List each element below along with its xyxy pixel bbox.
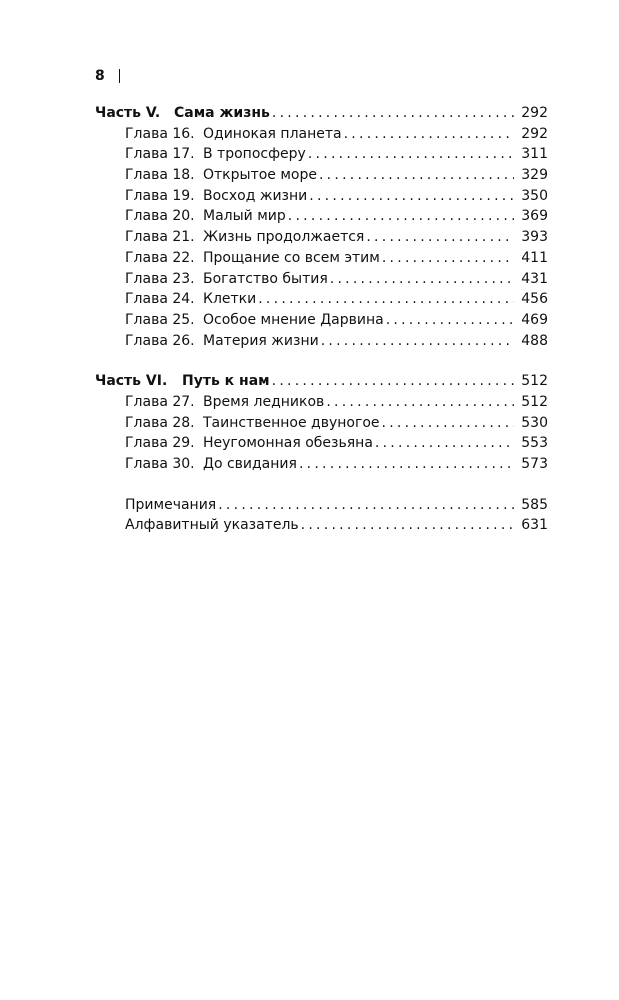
page-ref: 530	[521, 414, 548, 431]
section-spacer	[95, 351, 548, 371]
page-ref: 393	[521, 229, 548, 246]
chapter-title: Восход жизни	[203, 187, 308, 204]
page-header	[95, 66, 120, 86]
chapter-number: Глава 20.	[125, 208, 195, 225]
chapter-title: Прощание со всем этим	[203, 249, 380, 266]
chapter-title: Клетки	[203, 291, 257, 308]
part-label: Часть VI.	[95, 373, 168, 390]
dot-leader	[344, 124, 514, 145]
page-ref: 292	[521, 125, 548, 142]
dot-leader	[382, 413, 514, 434]
page-ref: 369	[521, 208, 548, 225]
chapter-title: Одинокая планета	[203, 125, 342, 142]
section-spacer	[95, 475, 548, 495]
table-of-contents	[95, 103, 548, 536]
page-number: 8	[95, 68, 105, 84]
page-ref: 585	[521, 496, 548, 513]
toc-chapter-row[interactable]	[95, 227, 548, 248]
chapter-number: Глава 27.	[125, 393, 195, 410]
chapter-number: Глава 18.	[125, 167, 195, 184]
chapter-number: Глава 21.	[125, 229, 195, 246]
page-ref: 488	[521, 332, 548, 349]
chapter-title: Особое мнение Дарвина	[203, 311, 384, 328]
toc-chapter-row[interactable]	[95, 433, 548, 454]
chapter-title: Неугомонная обезьяна	[203, 435, 373, 452]
dot-leader	[330, 269, 514, 290]
toc-part-row[interactable]	[95, 103, 548, 124]
dot-leader	[301, 515, 514, 536]
dot-leader	[309, 186, 514, 207]
chapter-number: Глава 24.	[125, 291, 195, 308]
toc-chapter-row[interactable]	[95, 454, 548, 475]
chapter-title: Богатство бытия	[203, 270, 328, 287]
dot-leader	[366, 227, 514, 248]
toc-backmatter-row[interactable]	[95, 495, 548, 516]
chapter-title: До свидания	[203, 456, 297, 472]
toc-chapter-row[interactable]	[95, 331, 548, 352]
page-ref: 292	[521, 105, 548, 121]
chapter-title: Открытое море	[203, 167, 317, 184]
chapter-title: Таинственное двуногое	[203, 414, 380, 431]
chapter-number: Глава 28.	[125, 414, 195, 431]
page-ref: 311	[521, 146, 548, 163]
toc-chapter-row[interactable]	[95, 310, 548, 331]
part-title: Путь к нам	[182, 373, 270, 390]
header-separator-rule	[119, 69, 120, 83]
backmatter-title: Примечания	[125, 496, 217, 513]
dot-leader	[319, 165, 514, 186]
chapter-number: Глава 16.	[125, 125, 195, 142]
toc-chapter-row[interactable]	[95, 289, 548, 310]
dot-leader	[326, 392, 514, 413]
page-ref: 431	[521, 270, 548, 287]
dot-leader	[218, 495, 514, 516]
chapter-number: Глава 30.	[125, 456, 195, 472]
dot-leader	[375, 433, 514, 454]
dot-leader	[321, 331, 514, 352]
page-ref: 512	[521, 393, 548, 410]
chapter-title: В тропосферу	[203, 146, 306, 163]
chapter-number: Глава 29.	[125, 435, 195, 452]
chapter-number: Глава 26.	[125, 332, 195, 349]
page-ref: 573	[521, 456, 548, 472]
toc-chapter-row[interactable]	[95, 413, 548, 434]
part-title: Сама жизнь	[174, 105, 270, 121]
chapter-title: Жизнь продолжается	[203, 229, 365, 246]
page-ref: 350	[521, 187, 548, 204]
toc-chapter-row[interactable]	[95, 165, 548, 186]
dot-leader	[272, 103, 514, 124]
page-ref: 512	[521, 373, 548, 390]
toc-chapter-row[interactable]	[95, 144, 548, 165]
part-label: Часть V.	[95, 105, 161, 121]
dot-leader	[272, 371, 514, 392]
chapter-title: Время ледников	[203, 393, 325, 410]
chapter-number: Глава 22.	[125, 249, 195, 266]
page-ref: 329	[521, 167, 548, 184]
chapter-number: Глава 19.	[125, 187, 195, 204]
page-ref: 469	[521, 311, 548, 328]
toc-chapter-row[interactable]	[95, 206, 548, 227]
chapter-title: Малый мир	[203, 208, 286, 225]
dot-leader	[299, 454, 514, 475]
page-ref: 456	[521, 291, 548, 308]
page-ref: 553	[521, 435, 548, 452]
chapter-title: Материя жизни	[203, 332, 319, 349]
chapter-number: Глава 25.	[125, 311, 195, 328]
dot-leader	[382, 248, 514, 269]
page-ref: 411	[521, 249, 548, 266]
toc-chapter-row[interactable]	[95, 248, 548, 269]
dot-leader	[288, 206, 514, 227]
toc-chapter-row[interactable]	[95, 124, 548, 145]
chapter-number: Глава 23.	[125, 270, 195, 287]
dot-leader	[258, 289, 514, 310]
dot-leader	[386, 310, 514, 331]
dot-leader	[308, 144, 514, 165]
chapter-number: Глава 17.	[125, 146, 195, 163]
toc-part-row[interactable]	[95, 371, 548, 392]
toc-backmatter-row[interactable]	[95, 515, 548, 536]
backmatter-title: Алфавитный указатель	[125, 517, 299, 534]
toc-chapter-row[interactable]	[95, 392, 548, 413]
page-ref: 631	[521, 517, 548, 534]
toc-chapter-row[interactable]	[95, 269, 548, 290]
toc-chapter-row[interactable]	[95, 186, 548, 207]
